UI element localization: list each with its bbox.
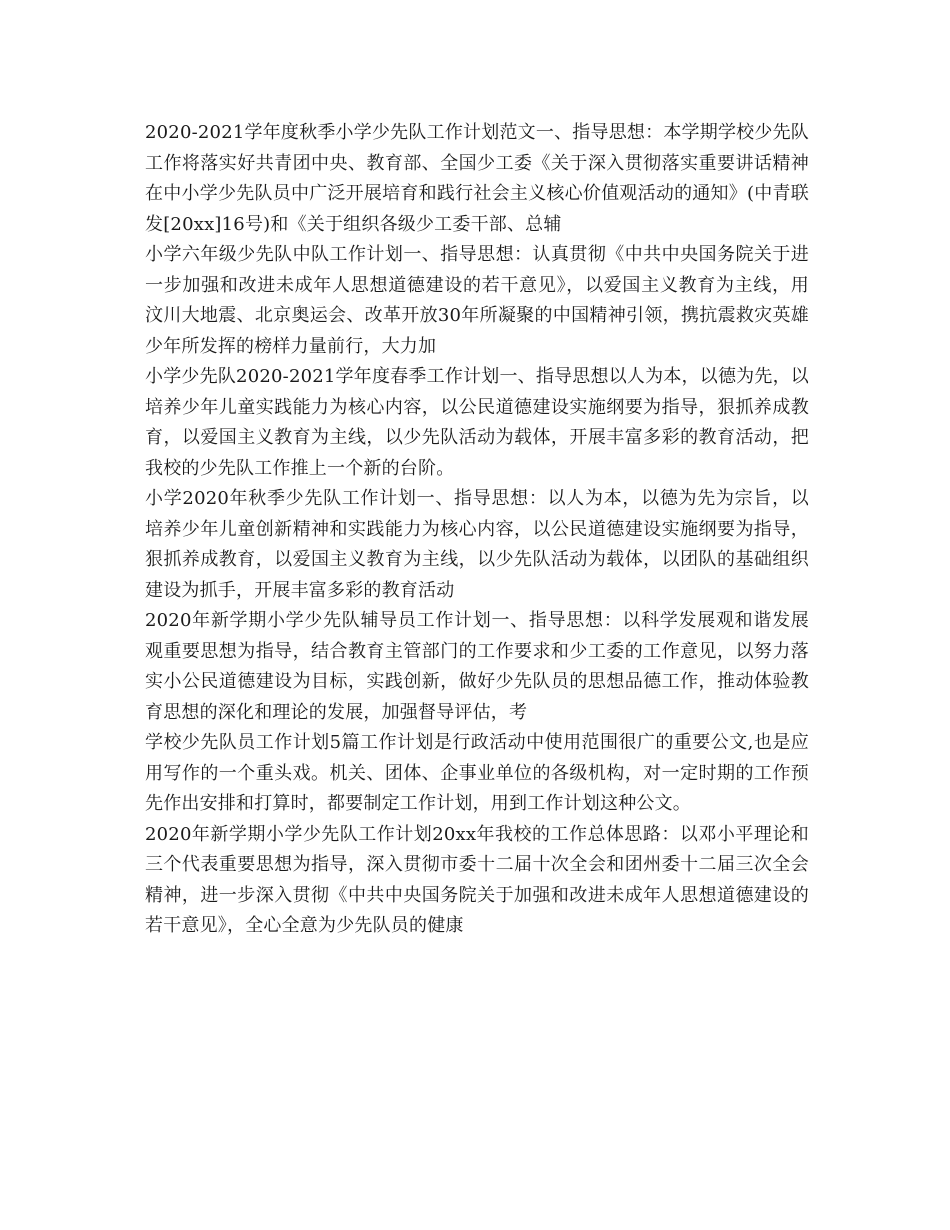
document-body <box>145 118 809 942</box>
paragraph-5: 2020年新学期小学少先队辅导员工作计划一、指导思想：以科学发展观和谐发展观重要思想为指导，结合教育主管部门的工作要求和少工委的工作意见，以努力落实小公民道德建设为目标，实践创新，做好少先队员的思想品德工作，推动体验教育思想的深化和理论的发展，加强督导评估，考 <box>145 610 809 723</box>
paragraph-1: 2020-2021学年度秋季小学少先队工作计划范文一、指导思想：本学期学校少先队工作将落实好共青团中央、教育部、全国少工委《关于深入贯彻落实重要讲话精神在中小学少先队员中广泛开展培育和践行社会主义核心价值观活动的通知》(中青联发[20xx]16号)和《关于组织各级少工委干部、总辅 <box>145 122 809 235</box>
paragraph-7: 2020年新学期小学少先队工作计划20xx年我校的工作总体思路：以邓小平理论和三个代表重要思想为指导，深入贯彻市委十二届十次全会和团州委十二届三次全会精神，进一步深入贯彻《中共中央国务院关于加强和改进未成年人思想道德建设的若干意见》，全心全意为少先队员的健康 <box>145 823 809 936</box>
paragraph-6: 学校少先队员工作计划5篇工作计划是行政活动中使用范围很广的重要公文,也是应用写作的一个重头戏。机关、团体、企事业单位的各级机构，对一定时期的工作预先作出安排和打算时，都要制定工作计划，用到工作计划这种公文。 <box>145 732 809 814</box>
paragraph-3: 小学少先队2020-2021学年度春季工作计划一、指导思想以人为本，以德为先，以培养少年儿童实践能力为核心内容，以公民道德建设实施纲要为指导，狠抓养成教育，以爱国主义教育为主线，以少先队活动为载体，开展丰富多彩的教育活动，把我校的少先队工作推上一个新的台阶。 <box>145 366 809 479</box>
paragraph-2: 小学六年级少先队中队工作计划一、指导思想：认真贯彻《中共中央国务院关于进一步加强和改进未成年人思想道德建设的若干意见》，以爱国主义教育为主线，用汶川大地震、北京奥运会、改革开放30年所凝聚的中国精神引领，携抗震救灾英雄少年所发挥的榜样力量前行，大力加 <box>145 244 809 357</box>
paragraph-4: 小学2020年秋季少先队工作计划一、指导思想：以人为本，以德为先为宗旨，以培养少年儿童创新精神和实践能力为核心内容，以公民道德建设实施纲要为指导，狠抓养成教育，以爱国主义教育为主线，以少先队活动为载体，以团队的基础组织建设为抓手，开展丰富多彩的教育活动 <box>145 488 809 601</box>
